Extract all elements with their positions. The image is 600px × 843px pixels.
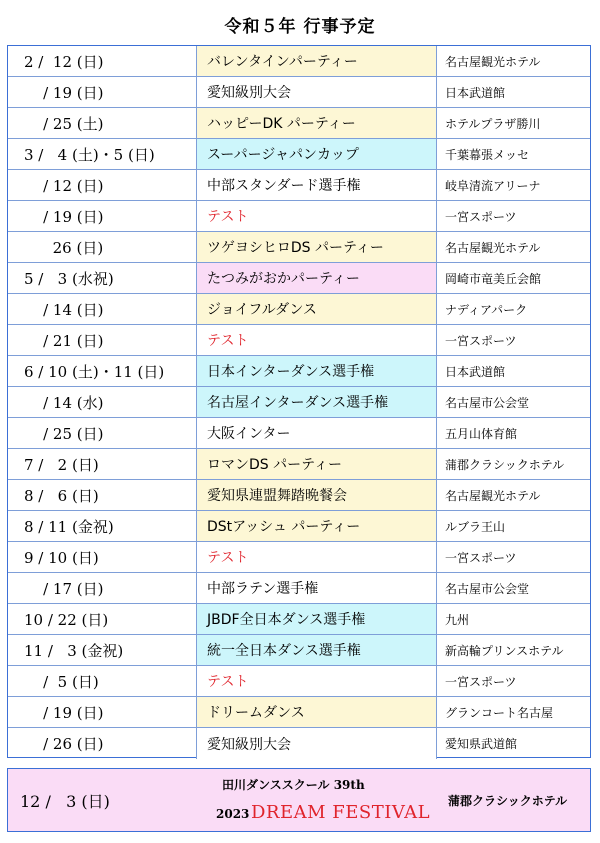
row-event: 大阪インター	[197, 418, 437, 448]
row-event: 名古屋インターダンス選手権	[197, 387, 437, 417]
row-venue: ルブラ王山	[445, 519, 506, 534]
row-event: ロマンDS パーティー	[197, 449, 437, 479]
row-event: テスト	[197, 542, 437, 572]
table-row	[8, 139, 590, 170]
row-event: スーパージャパンカップ	[197, 139, 437, 169]
row-venue: 岡崎市竜美丘会館	[445, 271, 542, 286]
row-date: 2 / 12 (日)	[8, 46, 197, 76]
table-row	[8, 418, 590, 449]
row-event: ハッピーDK パーティー	[197, 108, 437, 138]
row-venue: 名古屋観光ホテル	[445, 488, 541, 503]
row-venue: 新高輪プリンスホテル	[445, 643, 564, 658]
table-row	[8, 263, 590, 294]
footer-festival-title: DREAM FESTIVAL	[251, 802, 431, 823]
row-venue: 日本武道館	[445, 364, 506, 379]
row-event: 統一全日本ダンス選手権	[197, 635, 437, 665]
footer-school-name: 田川ダンススクール 39th	[222, 778, 365, 792]
row-event: バレンタインパーティー	[197, 46, 437, 76]
table-row	[8, 666, 590, 697]
row-date: 8 / 6 (日)	[8, 480, 197, 510]
table-row	[8, 387, 590, 418]
row-venue: 千葉幕張メッセ	[445, 147, 530, 162]
footer-venue: 蒲郡クラシックホテル	[448, 794, 568, 808]
row-venue: 蒲郡クラシックホテル	[445, 457, 565, 472]
row-venue: 五月山体育館	[445, 426, 518, 441]
row-event: JBDF全日本ダンス選手権	[197, 604, 437, 634]
row-event: テスト	[197, 666, 437, 696]
row-date: 3 / 4 (土)・5 (日)	[8, 139, 197, 169]
row-venue: 九州	[445, 612, 470, 627]
table-row	[8, 697, 590, 728]
row-date: 7 / 2 (日)	[8, 449, 197, 479]
row-event: 愛知県連盟舞踏晩餐会	[197, 480, 437, 510]
page-title: 令和５年 行事予定	[224, 17, 376, 37]
row-venue: 一宮スポーツ	[445, 333, 517, 348]
row-date: 8 / 11 (金祝)	[8, 511, 197, 541]
row-date: / 12 (日)	[8, 170, 197, 200]
row-event: 日本インターダンス選手権	[197, 356, 437, 386]
row-venue: 名古屋市公会堂	[445, 395, 530, 410]
table-row	[8, 573, 590, 604]
row-venue: 名古屋市公会堂	[445, 581, 530, 596]
row-venue: 一宮スポーツ	[445, 209, 517, 224]
table-row	[8, 356, 590, 387]
row-venue: 名古屋観光ホテル	[445, 240, 541, 255]
table-row	[8, 170, 590, 201]
row-venue: 一宮スポーツ	[445, 550, 517, 565]
row-date: 10 / 22 (日)	[8, 604, 197, 634]
row-date: / 14 (水)	[8, 387, 197, 417]
row-event: テスト	[197, 201, 437, 231]
table-row	[8, 108, 590, 139]
row-date: 9 / 10 (日)	[8, 542, 197, 572]
row-date: / 19 (日)	[8, 77, 197, 107]
schedule-table	[7, 45, 591, 758]
table-row	[8, 77, 590, 108]
table-row	[8, 46, 590, 77]
row-date: / 25 (日)	[8, 418, 197, 448]
row-date: / 26 (日)	[8, 728, 197, 759]
row-date: / 19 (日)	[8, 201, 197, 231]
row-event: DStアッシュ パーティー	[197, 511, 437, 541]
row-date: / 5 (日)	[8, 666, 197, 696]
row-date: 26 (日)	[8, 232, 197, 262]
table-row	[8, 604, 590, 635]
row-venue: ホテルプラザ勝川	[445, 116, 541, 131]
table-row	[8, 294, 590, 325]
footer-date: 12 / 3 (日)	[20, 792, 110, 811]
table-row	[8, 542, 590, 573]
row-date: 6 / 10 (土)・11 (日)	[8, 356, 197, 386]
table-row	[8, 325, 590, 356]
row-date: 11 / 3 (金祝)	[8, 635, 197, 665]
row-event: ジョイフルダンス	[197, 294, 437, 324]
row-event: 愛知級別大会	[197, 728, 437, 759]
table-row	[8, 511, 590, 542]
row-date: / 14 (日)	[8, 294, 197, 324]
row-venue: 日本武道館	[445, 85, 506, 100]
row-date: / 19 (日)	[8, 697, 197, 727]
row-date: / 17 (日)	[8, 573, 197, 603]
row-venue: ナディアパーク	[445, 302, 528, 317]
row-date: / 25 (土)	[8, 108, 197, 138]
table-row	[8, 480, 590, 511]
row-event: 中部ラテン選手権	[197, 573, 437, 603]
row-event: テスト	[197, 325, 437, 355]
row-event: 愛知級別大会	[197, 77, 437, 107]
table-row	[8, 201, 590, 232]
row-venue: 愛知県武道館	[445, 737, 518, 751]
footer-year: 2023	[216, 807, 250, 821]
row-venue: 岐阜清流アリーナ	[445, 178, 541, 193]
row-venue: グランコート名古屋	[445, 705, 554, 720]
row-event: ツゲヨシヒロDS パーティー	[197, 232, 437, 262]
row-event: ドリームダンス	[197, 697, 437, 727]
footer-event-banner	[7, 768, 591, 832]
table-row	[8, 449, 590, 480]
row-date: 5 / 3 (水祝)	[8, 263, 197, 293]
row-venue: 一宮スポーツ	[445, 674, 517, 689]
table-row	[8, 635, 590, 666]
row-event: たつみがおかパーティー	[197, 263, 437, 293]
table-row	[8, 232, 590, 263]
row-venue: 名古屋観光ホテル	[445, 54, 541, 69]
row-event: 中部スタンダード選手権	[197, 170, 437, 200]
row-date: / 21 (日)	[8, 325, 197, 355]
table-row	[8, 728, 590, 759]
